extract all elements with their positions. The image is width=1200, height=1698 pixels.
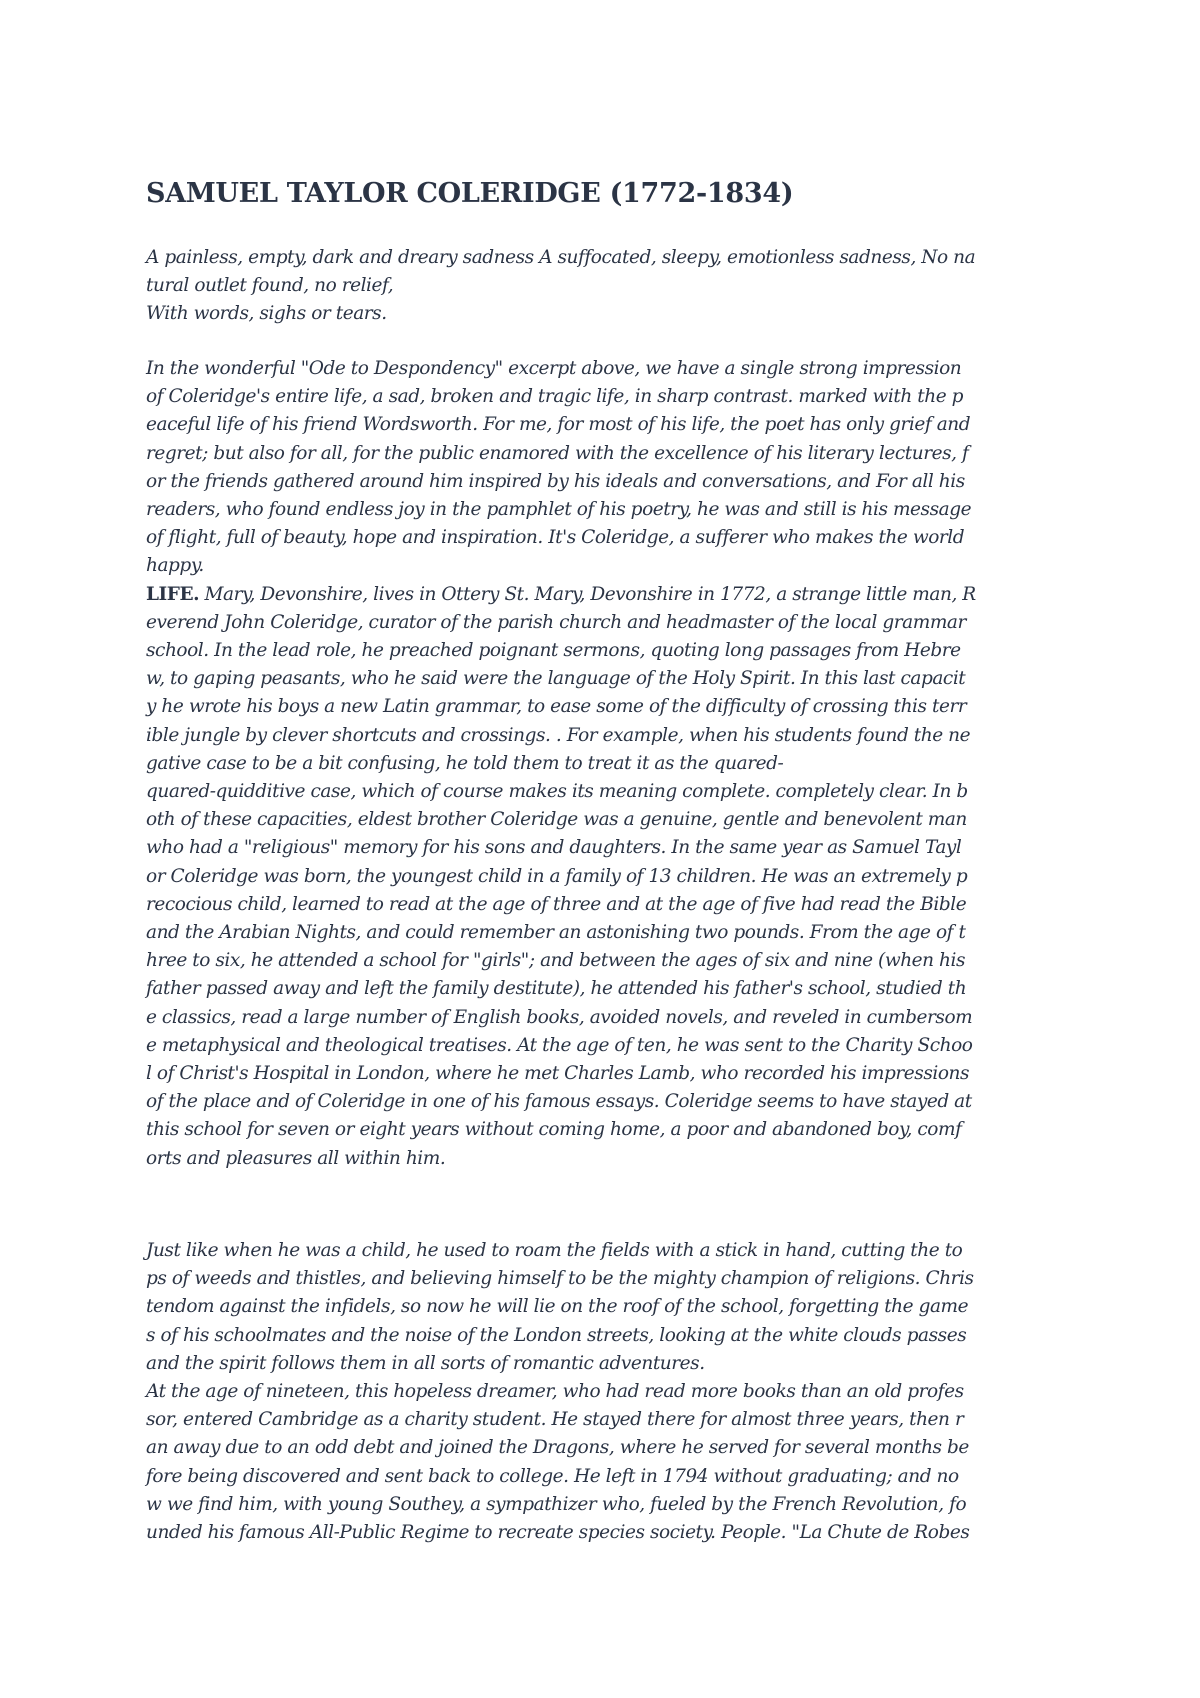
life-first-line: Mary, Devonshire, lives in Ottery St. Mary, Devonshire in 1772, a strange little man, R bbox=[199, 583, 976, 605]
text-line: and the Arabian Nights, and could remember an astonishing two pounds. From the age of t bbox=[146, 922, 966, 944]
life-section-label: LIFE. bbox=[146, 583, 200, 605]
text-line: At the age of nineteen, this hopeless dreamer, who had read more books than an old profes bbox=[146, 1381, 964, 1403]
text-line: unded his famous All-Public Regime to recreate species society. People. "La Chute de Robes bbox=[146, 1522, 970, 1544]
text-line: of the place and of Coleridge in one of his famous essays. Coleridge seems to have stayed at bbox=[146, 1091, 972, 1113]
intro-paragraph bbox=[146, 355, 1076, 581]
text-line: tendom against the infidels, so now he will lie on the roof of the school, forgetting the game bbox=[146, 1296, 969, 1318]
text-line: this school for seven or eight years without coming home, a poor and abandoned boy, comf bbox=[146, 1119, 962, 1141]
text-line: eaceful life of his friend Wordsworth. For me, for most of his life, the poet has only grief and bbox=[146, 414, 971, 436]
text-line bbox=[146, 581, 1076, 609]
text-line: and the spirit follows them in all sorts of romantic adventures. bbox=[146, 1352, 705, 1374]
text-line: everend John Coleridge, curator of the parish church and headmaster of the local grammar bbox=[146, 611, 966, 633]
main-text bbox=[146, 355, 1076, 1173]
text-line: an away due to an odd debt and joined the Dragons, where he served for several months be bbox=[146, 1437, 969, 1459]
poem-line: tural outlet found, no relief, bbox=[146, 275, 394, 297]
poem-excerpt bbox=[146, 244, 1076, 329]
text-line: w, to gaping peasants, who he said were the language of the Holy Spirit. In this last capacit bbox=[146, 668, 966, 690]
text-line: e classics, read a large number of English books, avoided novels, and reveled in cumbersom bbox=[146, 1006, 973, 1028]
text-line: gative case to be a bit confusing, he told them to treat it as the quared- bbox=[146, 752, 784, 774]
text-line: or the friends gathered around him inspired by his ideals and conversations, and For all his bbox=[146, 470, 965, 492]
text-line: ible jungle by clever shortcuts and crossings. . For example, when his students found the ne bbox=[146, 724, 971, 746]
text-line: recocious child, learned to read at the age of three and at the age of five had read the Bible bbox=[146, 893, 967, 915]
text-line: regret; but also for all, for the public enamored with the excellence of his literary lectures, f bbox=[146, 442, 969, 464]
text-line: In the wonderful "Ode to Despondency" excerpt above, we have a single strong impression bbox=[146, 358, 962, 379]
text-line: w we find him, with young Southey, a sympathizer who, fueled by the French Revolution, fo bbox=[146, 1493, 967, 1515]
text-line: or Coleridge was born, the youngest child in a family of 13 children. He was an extremely p bbox=[146, 865, 968, 887]
text-line: happy. bbox=[146, 555, 204, 577]
text-line: fore being discovered and sent back to college. He left in 1794 without graduating; and no bbox=[146, 1465, 959, 1487]
text-line: of flight, full of beauty, hope and inspiration. It's Coleridge, a sufferer who makes the world bbox=[146, 527, 965, 549]
continued-text bbox=[146, 1237, 1076, 1547]
text-line: hree to six, he attended a school for "girls"; and between the ages of six and nine (when his bbox=[146, 950, 966, 972]
text-line: oth of these capacities, eldest brother Coleridge was a genuine, gentle and benevolent man bbox=[146, 809, 967, 831]
poem-line: With words, sighs or tears. bbox=[146, 303, 387, 325]
text-line: Just like when he was a child, he used to roam the fields with a stick in hand, cutting the to bbox=[146, 1240, 963, 1261]
poem-line: A painless, empty, dark and dreary sadness A suffocated, sleepy, emotionless sadness, No na bbox=[146, 247, 976, 268]
text-line: orts and pleasures all within him. bbox=[146, 1147, 446, 1169]
text-line: s of his schoolmates and the noise of the London streets, looking at the white clouds passes bbox=[146, 1324, 967, 1346]
document-title: SAMUEL TAYLOR COLERIDGE (1772-1834) bbox=[146, 178, 794, 209]
text-line: quared-quidditive case, which of course makes its meaning complete. completely clear. In b bbox=[146, 781, 968, 803]
text-line: sor, entered Cambridge as a charity student. He stayed there for almost three years, then r bbox=[146, 1409, 964, 1431]
text-line: who had a "religious" memory for his sons and daughters. In the same year as Samuel Tayl bbox=[146, 837, 962, 859]
text-line: y he wrote his boys a new Latin grammar, to ease some of the difficulty of crossing this terr bbox=[146, 696, 967, 718]
text-line: of Coleridge's entire life, a sad, broken and tragic life, in sharp contrast. marked with the p bbox=[146, 386, 964, 408]
text-line: readers, who found endless joy in the pamphlet of his poetry, he was and still is his message bbox=[146, 499, 972, 521]
text-line: l of Christ's Hospital in London, where he met Charles Lamb, who recorded his impressions bbox=[146, 1063, 970, 1085]
text-line: school. In the lead role, he preached poignant sermons, quoting long passages from Hebre bbox=[146, 640, 961, 662]
text-line: e metaphysical and theological treatises. At the age of ten, he was sent to the Charity Schoo bbox=[146, 1034, 973, 1056]
text-line: ps of weeds and thistles, and believing himself to be the mighty champion of religions. Chris bbox=[146, 1268, 974, 1290]
cambridge-paragraph bbox=[146, 1378, 1076, 1547]
text-line: father passed away and left the family destitute), he attended his father's school, studied th bbox=[146, 978, 967, 1000]
childhood-paragraph bbox=[146, 1237, 1076, 1378]
life-paragraph bbox=[146, 581, 1076, 1173]
